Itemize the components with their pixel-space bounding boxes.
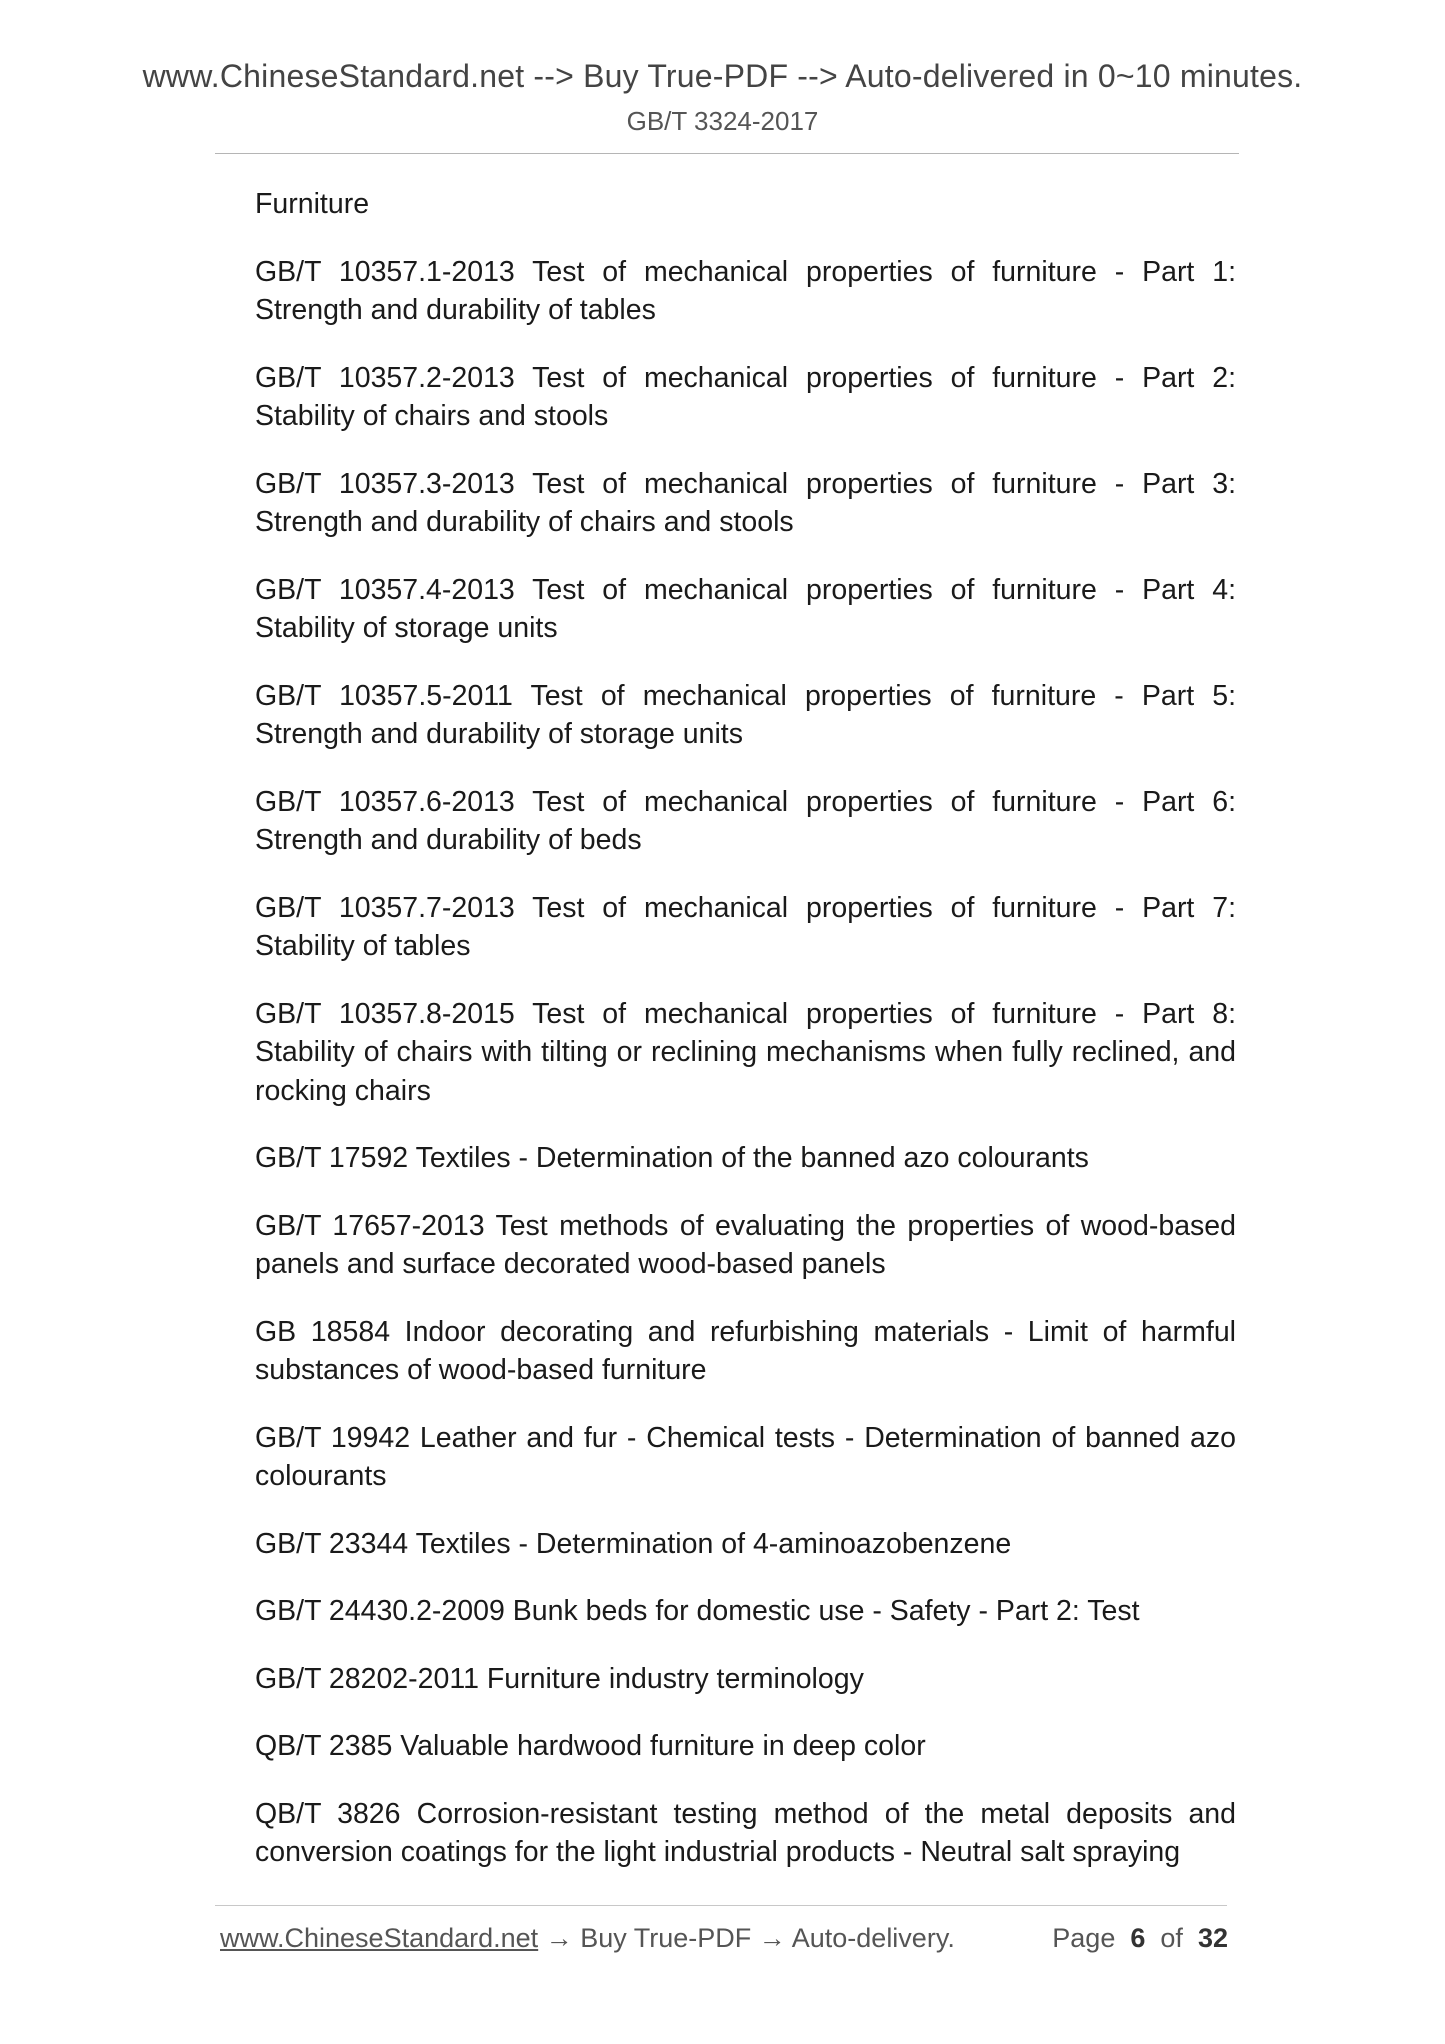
header-banner: www.ChineseStandard.net --> Buy True-PDF --> Auto-delivered in 0~10 minutes. — [142, 58, 1303, 94]
list-item: GB/T 10357.7-2013 Test of mechanical properties of furniture - Part 7: Stability of tables — [255, 891, 1236, 962]
list-item: GB/T 28202-2011 Furniture industry terminology — [255, 1662, 864, 1695]
list-item: QB/T 2385 Valuable hardwood furniture in deep color — [255, 1730, 926, 1762]
page-label: Page — [1052, 1923, 1116, 1953]
list-item: GB/T 10357.3-2013 Test of mechanical properties of furniture - Part 3: Strength and durability of chairs and stools — [255, 467, 1236, 538]
list-item: GB/T 10357.4-2013 Test of mechanical properties of furniture - Part 4: Stability of storage units — [255, 573, 1236, 644]
footer-promo — [220, 1920, 955, 1956]
list-item: Furniture — [255, 188, 370, 220]
list-item: QB/T 3826 Corrosion-resistant testing method of the metal deposits and conversion coatings for the light industrial products - Neutral salt spraying — [255, 1797, 1236, 1868]
list-item: GB/T 10357.8-2015 Test of mechanical properties of furniture - Part 8: Stability of chairs with tilting or reclining mechanisms when fully reclined, and rocking chairs — [255, 997, 1236, 1107]
footer-promo-text: → Buy True-PDF → Auto-delivery. — [538, 1923, 955, 1953]
list-item: GB/T 17657-2013 Test methods of evaluating the properties of wood-based panels and surface decorated wood-based panels — [255, 1209, 1236, 1280]
footer-divider — [215, 1905, 1227, 1906]
list-item: GB/T 23344 Textiles - Determination of 4-aminoazobenzene — [255, 1527, 1012, 1560]
list-item: GB/T 10357.2-2013 Test of mechanical properties of furniture - Part 2: Stability of chairs and stools — [255, 361, 1236, 432]
list-item: GB/T 10357.1-2013 Test of mechanical properties of furniture - Part 1: Strength and durability of tables — [255, 255, 1236, 326]
total-pages: 32 — [1197, 1923, 1228, 1953]
site-link[interactable]: www.ChineseStandard.net — [220, 1923, 539, 1953]
list-item: GB/T 10357.5-2011 Test of mechanical properties of furniture - Part 5: Strength and durability of storage units — [255, 679, 1236, 750]
list-item: GB/T 24430.2-2009 Bunk beds for domestic use - Safety - Part 2: Test — [255, 1595, 1140, 1627]
list-item: GB/T 19942 Leather and fur - Chemical tests - Determination of banned azo colourants — [255, 1421, 1236, 1492]
list-item: GB 18584 Indoor decorating and refurbishing materials - Limit of harmful substances of wood-based furniture — [255, 1315, 1236, 1386]
page-number: 6 — [1130, 1923, 1146, 1953]
header-divider — [215, 153, 1239, 154]
page-indicator — [1052, 1920, 1228, 1956]
list-item: GB/T 10357.6-2013 Test of mechanical properties of furniture - Part 6: Strength and durability of beds — [255, 785, 1236, 856]
reference-list — [255, 185, 1236, 1872]
standard-code: GB/T 3324-2017 — [626, 106, 819, 136]
of-label: of — [1160, 1923, 1183, 1953]
list-item: GB/T 17592 Textiles - Determination of the banned azo colourants — [255, 1142, 1089, 1174]
